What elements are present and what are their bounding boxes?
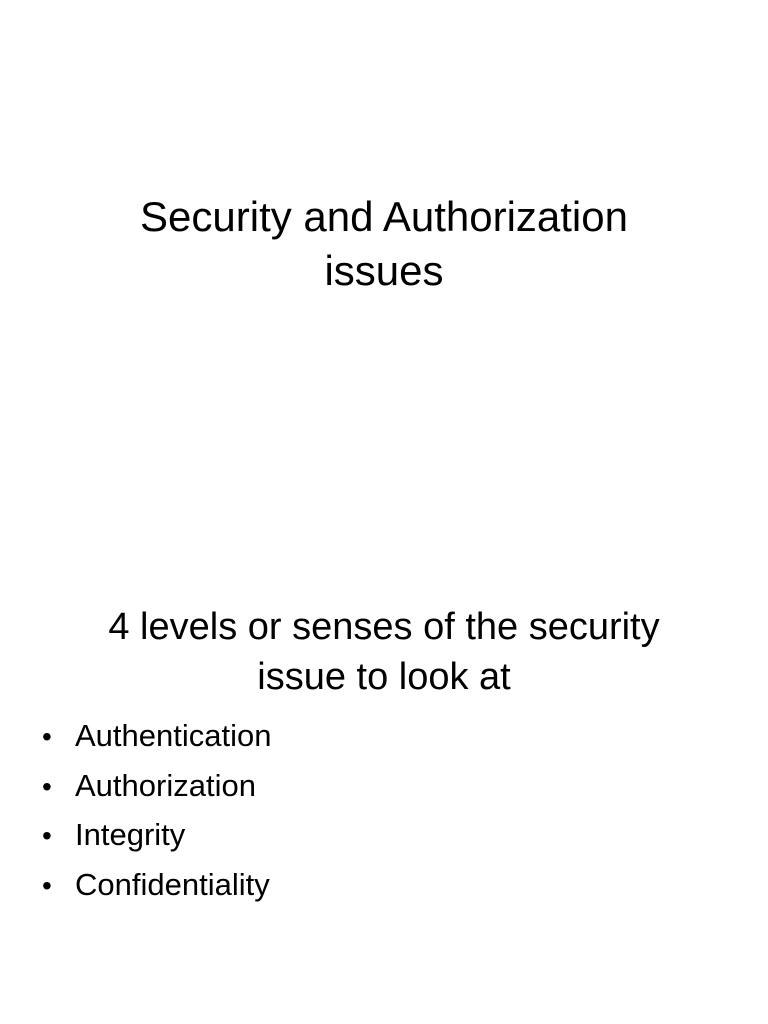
bullet-icon: • xyxy=(42,869,52,901)
list-item-text: Confidentiality xyxy=(75,866,270,902)
content-slide xyxy=(0,480,768,1024)
list-item xyxy=(42,766,271,816)
slide-title xyxy=(0,190,768,298)
list-item-text: Integrity xyxy=(75,817,186,852)
bullet-icon: • xyxy=(42,770,52,802)
list-item xyxy=(42,716,271,766)
title-slide xyxy=(0,0,768,480)
list-item xyxy=(42,815,271,865)
list-item-text: Authorization xyxy=(75,767,256,803)
list-item-text: Authentication xyxy=(75,718,272,753)
slide-title-line-2: issues xyxy=(324,247,444,294)
bullet-list xyxy=(42,716,271,914)
bullet-icon: • xyxy=(42,721,52,752)
content-title-line-2: issue to look at xyxy=(257,656,511,698)
bullet-icon: • xyxy=(42,820,52,851)
slide-title-line-1: Security and Authorization xyxy=(140,193,628,240)
content-title-line-1: 4 levels or senses of the security xyxy=(108,606,660,648)
list-item xyxy=(42,865,271,915)
content-slide-title xyxy=(40,602,728,702)
